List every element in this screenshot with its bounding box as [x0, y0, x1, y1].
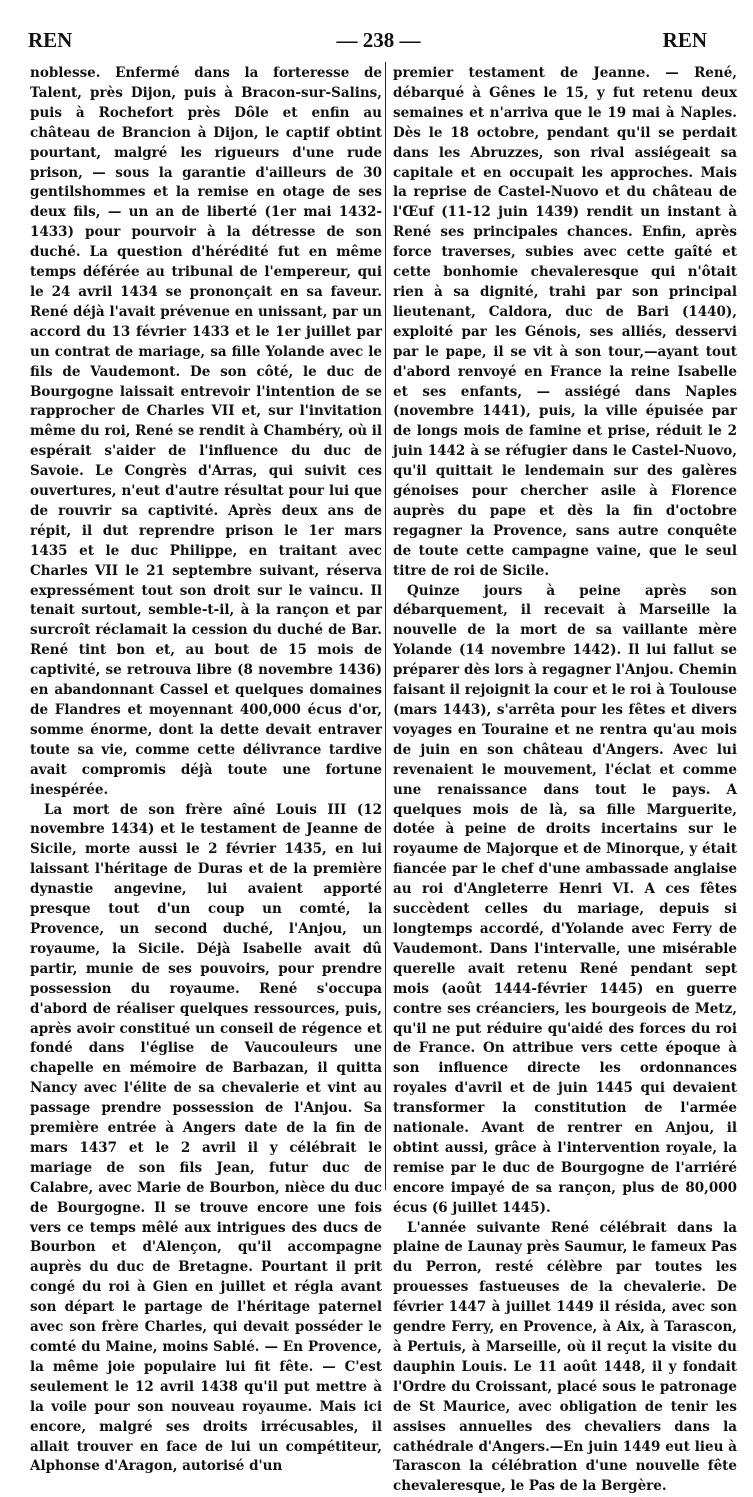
- left-paragraph-1: noblesse. Enfermé dans la forteresse de Talent, près Dijon, puis à Bracon-sur-Salins, puis à Rochefort près Dôle et enfin au château de Brancion à Dijon, le captif obtint pourtant, malgré les rigueurs d'une rude prison, — sous la garantie d'ailleurs de 30 gentilshommes et la remise en otage de ses deux fils, — un an de liberté (1er mai 1432-1433) pour pourvoir à la détresse de son duché. La question d'hérédité fut en même temps déférée au tribunal de l'empereur, qui le 24 avril 1434 se prononçait en sa faveur. René déjà l'avait prévenue en unissant, par un accord du 13 février 1433 et le 1er juillet par un contrat de mariage, sa fille Yolande avec le fils de Vaudemont. De son côté, le duc de Bourgogne laissait entrevoir l'intention de se rapprocher de Charles VII et, sur l'invitation même du roi, René se rendit à Chambéry, où il espérait s'aider de l'influence du duc de Savoie. Le Congrès d'Arras, qui suivit ces ouvertures, n'eut d'autre résultat pour lui que de rouvrir sa captivité. Après deux ans de répit, il dut reprendre prison le 1er mars 1435 et le duc Philippe, en traitant avec Charles VII le 21 septembre suivant, réserva expressément tout son droit sur le vaincu. Il tenait surtout, semble-t-il, à la rançon et par surcroît réclamait la cession du duché de Bar. René tint bon et, au bout de 15 mois de captivité, se retrouva libre (8 novembre 1436) en abandonnant Cassel et quelques domaines de Flandres et moyennant 400,000 écus d'or, somme énorme, dont la dette devait entraver toute sa vie, comme cette délivrance tardive avait compromis déjà toute une fortune inespérée.: [30, 65, 382, 798]
- right-column: [393, 64, 737, 1495]
- right-paragraph-3: L'année suivante René célébrait dans la plaine de Launay près Saumur, le fameux Pas du Perron, resté célèbre par toutes les prouesses fastueuses de la chevalerie. De février 1447 à juillet 1449 il résida, avec son gendre Ferry, en Provence, à Aix, à Tarascon, à Pertuis, à Marseille, où il reçut la visite du dauphin Louis. Le 11 août 1448, il y fondait l'Ordre du Croissant, placé sous le patronage de St Maurice, avec obligation de tenir les assises annuelles des chevaliers dans la cathédrale d'Angers.—En juin 1449 eut lieu à Tarascon la célébration d'une nouvelle fête chevaleresque, le Pas de la Bergère.: [393, 1219, 737, 1495]
- header-right-word: REN: [662, 28, 707, 52]
- left-paragraph-2: La mort de son frère aîné Louis III (12 novembre 1434) et le testament de Jeanne de Sicile, morte aussi le 2 février 1435, en lui laissant l'héritage de Duras et de la première dynastie angevine, lui avaient apporté presque tout d'un coup un comté, la Provence, un second duché, l'Anjou, un royaume, la Sicile. Déjà Isabelle avait dû partir, munie de ses pouvoirs, pour prendre possession du royaume. René s'occupa d'abord de réaliser quelques ressources, puis, après avoir constitué un conseil de régence et fondé dans l'église de Vaucouleurs une chapelle en mémoire de Barbazan, il quitta Nancy avec l'élite de sa chevalerie et vint au passage prendre possession de l'Anjou. Sa première entrée à Angers date de la fin de mars 1437 et le 2 avril il y célébrait le mariage de son fils Jean, futur duc de Calabre, avec Marie de Bourbon, nièce du duc de Bourgogne. Il se trouve encore une fois vers ce temps mêlé aux intrigues des ducs de Bourbon et d'Alençon, qu'il accompagne auprès du duc de Bretagne. Pourtant il prit congé du roi à Gien en juillet et régla avant son départ le partage de l'héritage paternel avec son frère Charles, qui devait posséder le comté du Maine, moins Sablé. — En Provence, la même joie populaire lui fit fête. — C'est seulement le 12 avril 1438 qu'il put mettre à la voile pour son nouveau royaume. Mais ici encore, malgré ses droits irrécusables, il allait trouver en face de lui un compétiteur, Alphonse d'Aragon, autorisé d'un: [30, 801, 382, 1475]
- left-column: [30, 64, 382, 1475]
- column-divider: [385, 62, 386, 1190]
- header-left-word: REN: [28, 28, 73, 52]
- page-number: — 238 —: [336, 28, 421, 52]
- right-paragraph-2: Quinze jours à peine après son débarquement, il recevait à Marseille la nouvelle de la mort de sa vaillante mère Yolande (14 novembre 1442). Il lui fallut se préparer dès lors à regagner l'Anjou. Chemin faisant il rejoignit la cour et le roi à Toulouse (mars 1443), s'arrêta pour les fêtes et divers voyages en Touraine et ne rentra qu'au mois de juin en son château d'Angers. Avec lui revenaient le mouvement, l'éclat et comme une renaissance dans tout le pays. A quelques mois de là, sa fille Marguerite, dotée à peine de droits incertains sur le royaume de Majorque et de Minorque, y était fiancée par le chef d'une ambassade anglaise au roi d'Angleterre Henri VI. A ces fêtes succèdent celles du mariage, depuis si longtemps accordé, d'Yolande avec Ferry de Vaudemont. Dans l'intervalle, une misérable querelle avait retenu René pendant sept mois (août 1444-février 1445) en guerre contre ses créanciers, les bourgeois de Metz, qu'il ne put réduire qu'aidé des forces du roi de France. On attribue vers cette époque à son influence directe les ordonnances royales d'avril et de juin 1445 qui devaient transformer la constitution de l'armée nationale. Avant de rentrer en Anjou, il obtint aussi, grâce à l'intervention royale, la remise par le duc de Bourgogne de l'arriéré encore impayé de sa rançon, plus de 80,000 écus (6 juillet 1445).: [393, 582, 737, 1216]
- right-paragraph-1: premier testament de Jeanne. — René, débarqué à Gênes le 15, y fut retenu deux semaines et n'arriva que le 19 mai à Naples. Dès le 18 octobre, pendant qu'il se perdait dans les Abruzzes, son rival assiégeait sa capitale et en occupait les approches. Mais la reprise de Castel-Nuovo et du château de l'Œuf (11-12 juin 1439) rendit un instant à René ses principales chances. Enfin, après force traverses, subies avec cette gaîté et cette bonhomie chevaleresque qui n'ôtait rien à sa dignité, trahi par son principal lieutenant, Caldora, duc de Bari (1440), exploité par les Génois, ses alliés, desservi par le pape, il se vit à son tour,—ayant tout d'abord renvoyé en France la reine Isabelle et ses enfants, — assiégé dans Naples (novembre 1441), puis, la ville épuisée par de longs mois de famine et prise, réduit le 2 juin 1442 à se réfugier dans le Castel-Nuovo, qu'il quittait le lendemain sur des galères génoises pour chercher asile à Florence auprès du pape et dès la fin d'octobre regagner la Provence, sans autre conquête de toute cette campagne vaine, que le seul titre de roi de Sicile.: [393, 65, 737, 579]
- running-header: [28, 28, 729, 56]
